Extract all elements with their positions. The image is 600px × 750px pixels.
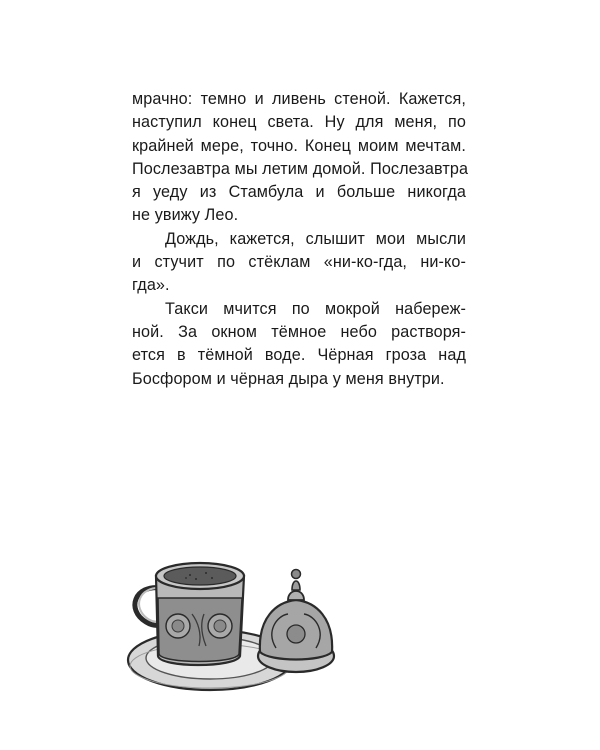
text-line: Послезавтра мы летим домой. Послезавтра bbox=[132, 159, 469, 178]
text-line: ной. За окном тёмное небо растворя- bbox=[132, 322, 466, 341]
text-line: и стучит по стёклам «ни-ко-гда, ни-ко- bbox=[132, 253, 466, 272]
text-line: Босфором и чёрная дыра у меня внутри. bbox=[132, 369, 445, 388]
coffee-cup-icon bbox=[116, 548, 348, 698]
text-line: гда». bbox=[132, 276, 170, 295]
text-line: наступил конец света. Ну для меня, по bbox=[132, 113, 466, 132]
text-line: не увижу Лео. bbox=[132, 206, 239, 225]
text-line: Дождь, кажется, слышит мои мысли bbox=[165, 229, 466, 248]
text-line: мрачно: темно и ливень стеной. Кажется, bbox=[132, 90, 466, 108]
text-line: я уеду из Стамбула и больше никогда bbox=[132, 183, 466, 202]
cup bbox=[156, 563, 244, 665]
story-text bbox=[132, 88, 469, 391]
cup-lid bbox=[258, 570, 334, 673]
text-line: Такси мчится по мокрой набереж- bbox=[165, 299, 466, 318]
text-line: крайней мере, точно. Конец моим мечтам. bbox=[132, 136, 466, 155]
text-line: ется в тёмной воде. Чёрная гроза над bbox=[132, 346, 466, 365]
